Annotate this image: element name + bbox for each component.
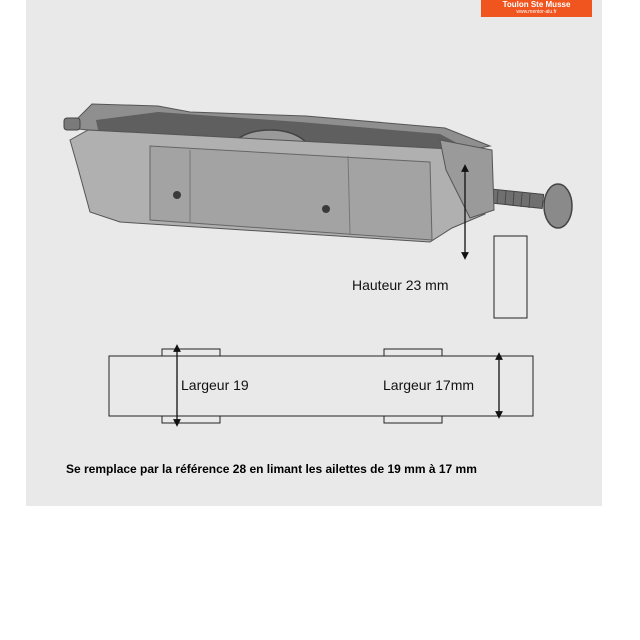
logo-name: Toulon Ste Musse <box>502 0 571 9</box>
height-label: Hauteur 23 mm <box>352 277 449 293</box>
right-wing-top <box>384 349 442 356</box>
right-wing-bottom <box>384 416 442 423</box>
left-wing-top <box>162 349 220 356</box>
mounting-hole-left <box>173 191 181 199</box>
left-screw <box>64 118 80 130</box>
width-17-label: Largeur 17mm <box>383 377 475 393</box>
logo-url: www.mentor-alu.fr <box>516 9 557 15</box>
mounting-hole-right <box>322 205 330 213</box>
roller-carriage-photo <box>64 104 572 242</box>
width-19-label: Largeur 19 <box>181 377 249 393</box>
adjustment-bolt-head <box>544 184 572 228</box>
replacement-caption: Se remplace par la référence 28 en limant les ailettes de 19 mm à 17 mm <box>66 462 477 476</box>
left-wing-bottom <box>162 416 220 423</box>
height-profile-rect <box>494 236 527 318</box>
